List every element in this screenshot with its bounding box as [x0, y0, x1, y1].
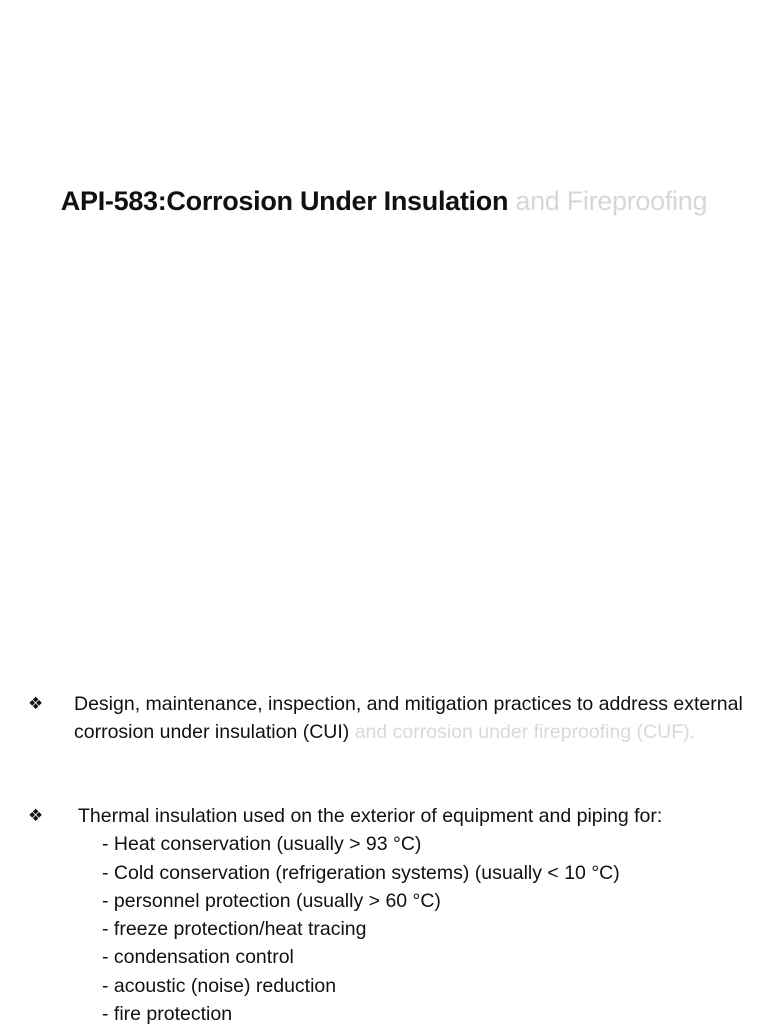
list-item: - acoustic (noise) reduction — [102, 974, 337, 997]
list-item: - Cold conservation (refrigeration systems) (usually < 10 °C) — [102, 861, 620, 884]
bullet-text-faded: and corrosion under fireproofing (CUF). — [349, 721, 696, 744]
diamond-bullet-icon: ❖ — [28, 806, 44, 825]
insulation-purpose-list — [28, 830, 748, 1024]
title-main: API-583:Corrosion Under Insulation — [60, 186, 509, 216]
list-item: - Heat conservation (usually > 93 °C) — [102, 833, 422, 856]
diamond-bullet-icon: ❖ — [28, 694, 44, 713]
bullet-text-main: Design, maintenance, inspection, and mitigation practices to address external corrosion under insulation (CUI) — [74, 693, 743, 744]
bullet-item — [28, 802, 748, 1024]
list-item: - fire protection — [102, 1003, 233, 1024]
bullet-item — [28, 690, 748, 747]
bullet-text-main: Thermal insulation used on the exterior of equipment and piping for: — [78, 805, 663, 827]
bullet-text — [74, 690, 748, 747]
list-item: - personnel protection (usually > 60 °C) — [102, 889, 441, 912]
title-faded: and Fireproofing — [508, 186, 708, 216]
slide-title — [0, 186, 768, 217]
list-item: - condensation control — [102, 946, 294, 969]
bullet-text — [78, 802, 748, 830]
list-item: - freeze protection/heat tracing — [102, 918, 367, 941]
